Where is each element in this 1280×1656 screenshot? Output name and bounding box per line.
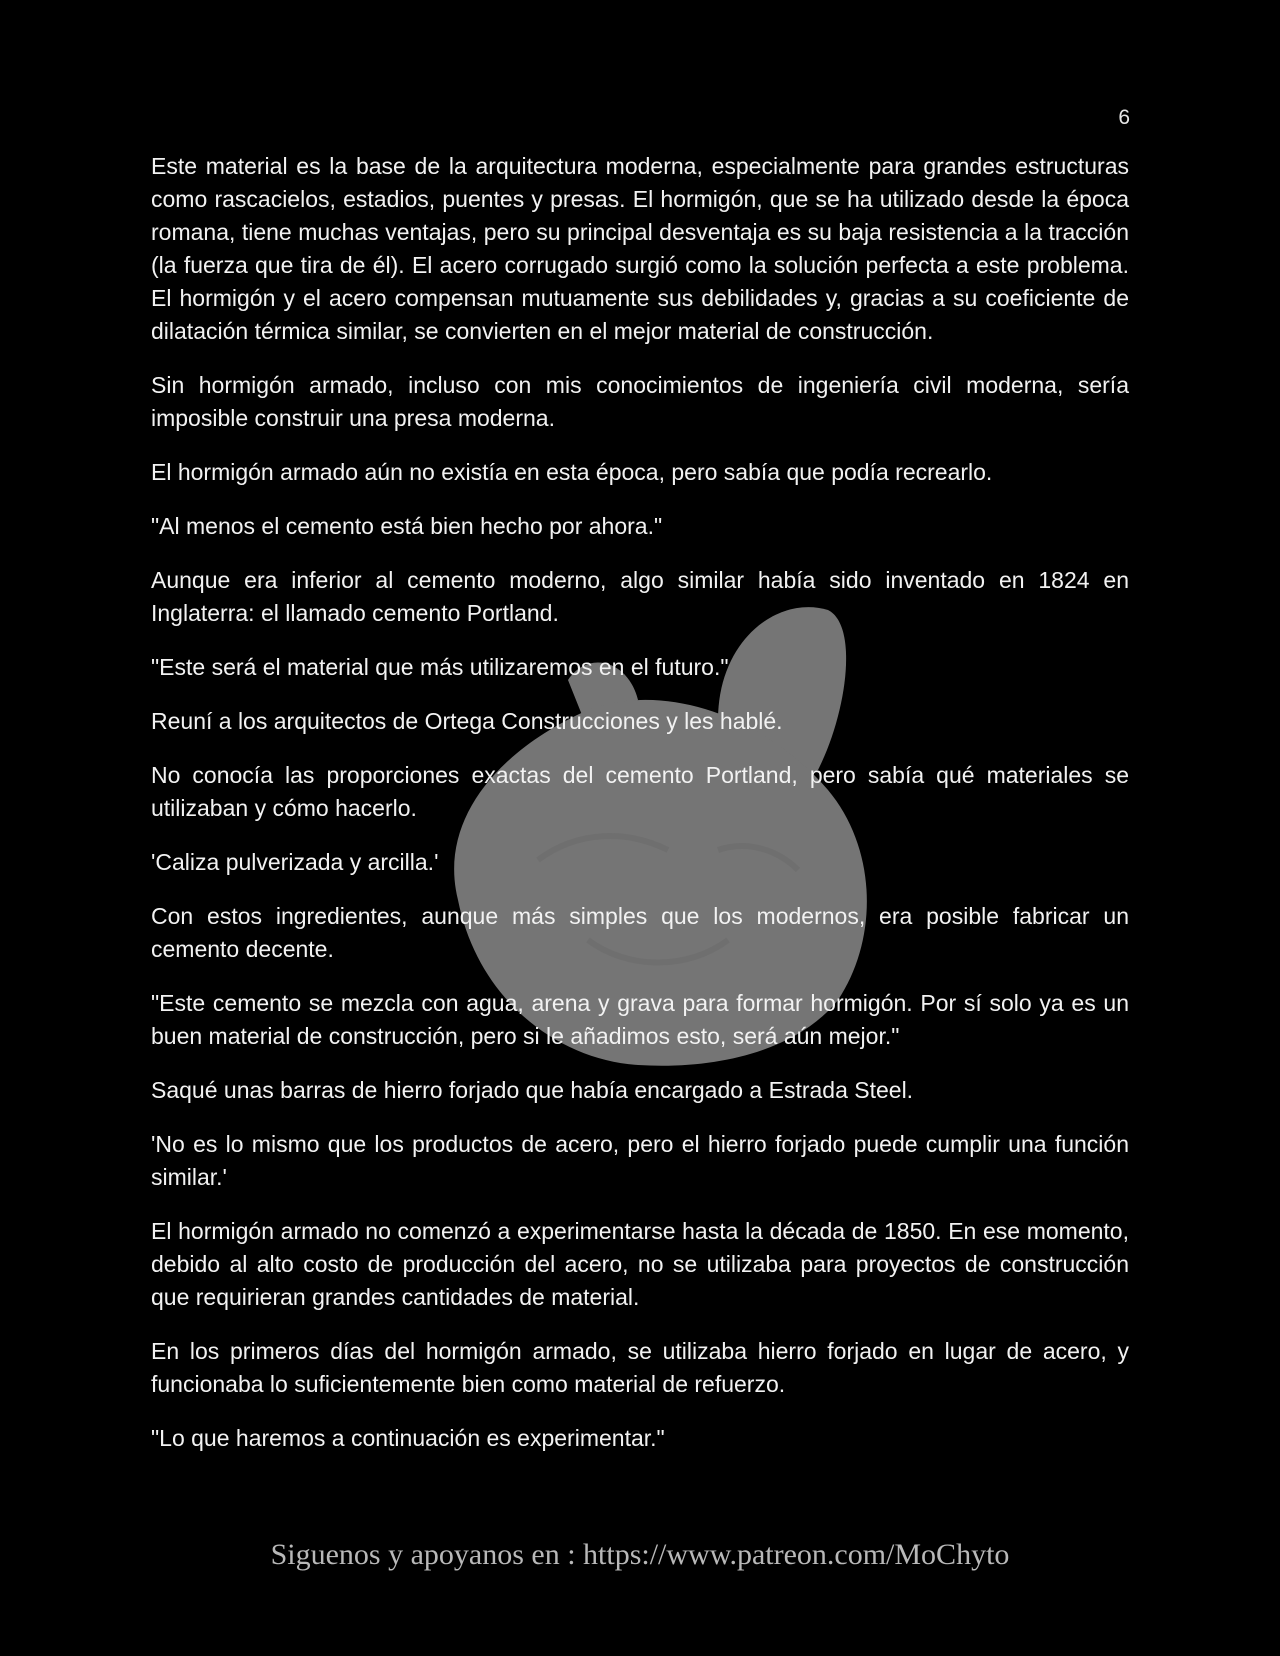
paragraph: 'Caliza pulverizada y arcilla.' (151, 849, 439, 875)
paragraph: "Este será el material que más utilizaremos en el futuro." (151, 654, 729, 680)
paragraph: "Lo que haremos a continuación es experimentar." (151, 1425, 665, 1451)
paragraph: Sin hormigón armado, incluso con mis conocimientos de ingeniería civil moderna, sería imposible construir una presa moderna. (151, 372, 1129, 431)
page-number: 6 (1118, 106, 1130, 129)
chapter-text (151, 150, 1129, 1476)
paragraph: Este material es la base de la arquitectura moderna, especialmente para grandes estructuras como rascacielos, estadios, puentes y presas. El hormigón, que se ha utilizado desde la época romana, tiene muchas ventajas, pero su principal desventaja es su baja resistencia a la tracción (la fuerza que tira de él). El acero corrugado surgió como la solución perfecta a este problema. El hormigón y el acero compensan mutuamente sus debilidades y, gracias a su coeficiente de dilatación térmica similar, se convierten en el mejor material de construcción. (151, 153, 1129, 344)
paragraph: No conocía las proporciones exactas del cemento Portland, pero sabía qué materiales se utilizaban y cómo hacerlo. (151, 762, 1129, 821)
paragraph: El hormigón armado aún no existía en esta época, pero sabía que podía recrearlo. (151, 459, 993, 485)
paragraph: En los primeros días del hormigón armado, se utilizaba hierro forjado en lugar de acero, y funcionaba lo suficientemente bien como material de refuerzo. (151, 1338, 1129, 1397)
paragraph: Saqué unas barras de hierro forjado que había encargado a Estrada Steel. (151, 1077, 914, 1103)
patreon-footer: Siguenos y apoyanos en : https://www.patreon.com/MoChyto (270, 1538, 1010, 1571)
paragraph: Aunque era inferior al cemento moderno, algo similar había sido inventado en 1824 en Inglaterra: el llamado cemento Portland. (151, 567, 1129, 626)
paragraph: "Este cemento se mezcla con agua, arena y grava para formar hormigón. Por sí solo ya es un buen material de construcción, pero si le añadimos esto, será aún mejor." (151, 990, 1129, 1049)
paragraph: Reuní a los arquitectos de Ortega Construcciones y les hablé. (151, 708, 783, 734)
paragraph: "Al menos el cemento está bien hecho por ahora." (151, 513, 663, 539)
paragraph: El hormigón armado no comenzó a experimentarse hasta la década de 1850. En ese momento, debido al alto costo de producción del acero, no se utilizaba para proyectos de construcción que requirieran grandes cantidades de material. (151, 1218, 1129, 1310)
paragraph: 'No es lo mismo que los productos de acero, pero el hierro forjado puede cumplir una función similar.' (151, 1131, 1129, 1190)
paragraph: Con estos ingredientes, aunque más simples que los modernos, era posible fabricar un cemento decente. (151, 903, 1129, 962)
